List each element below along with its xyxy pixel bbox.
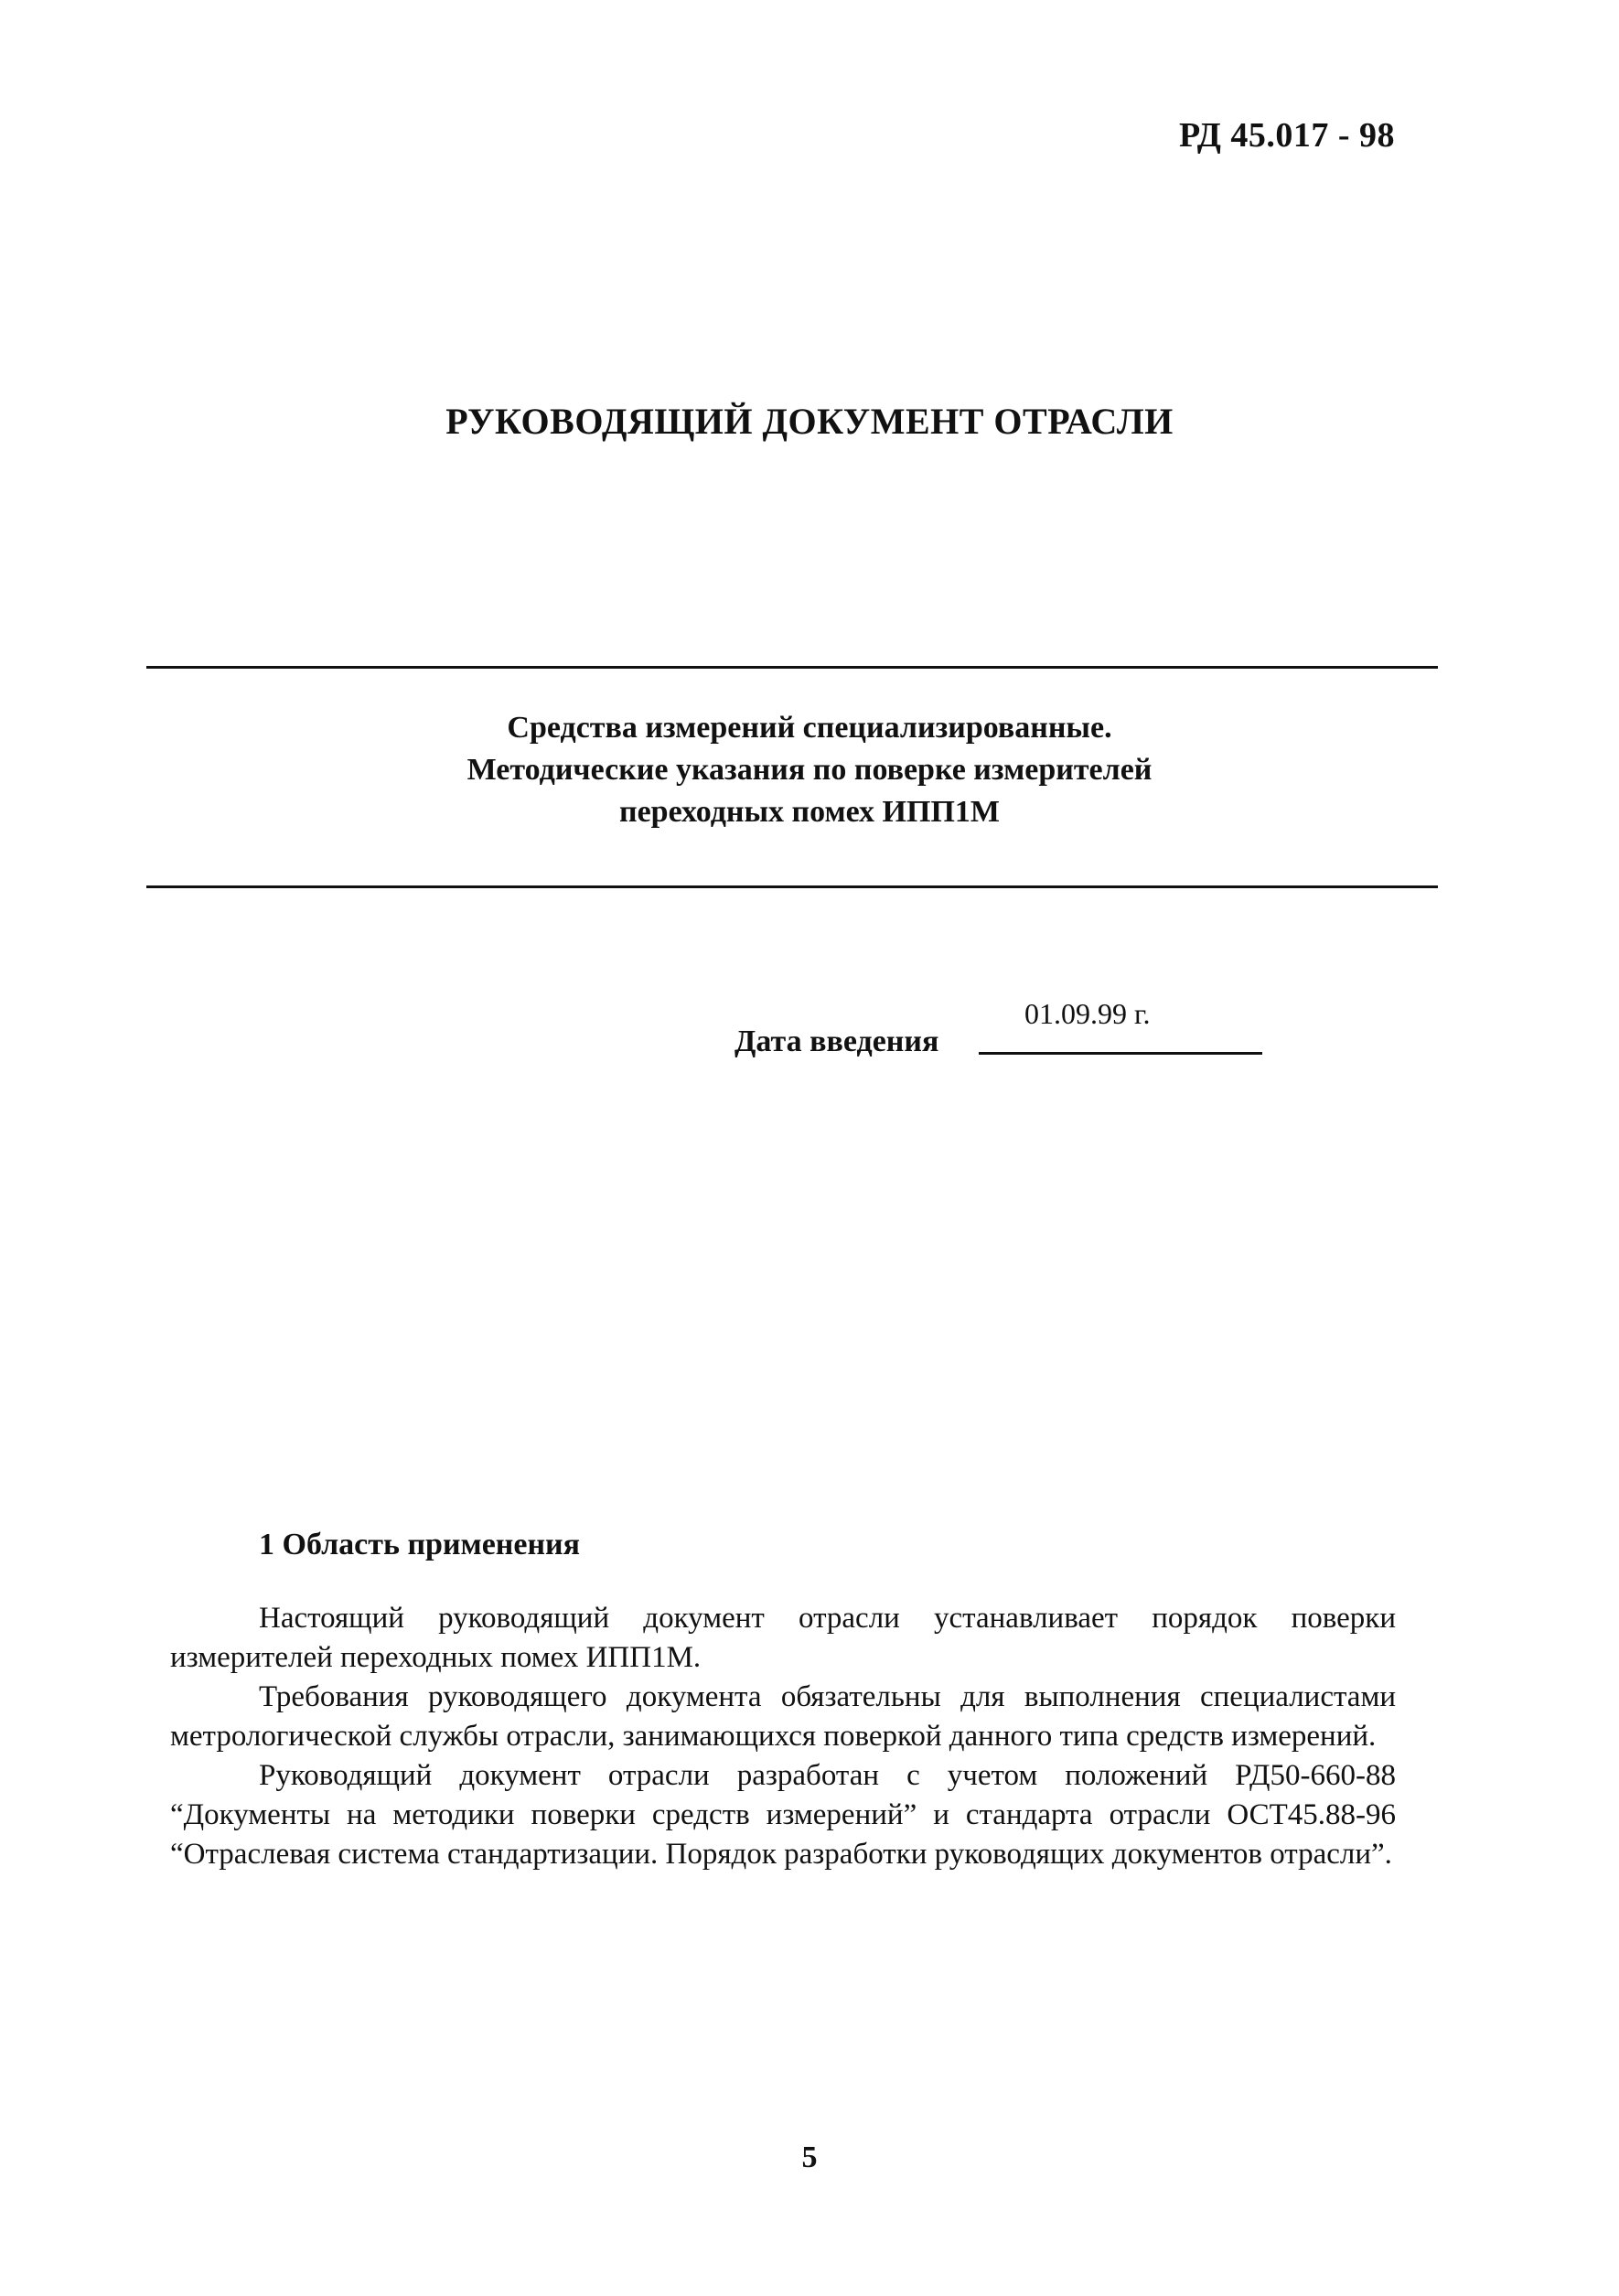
- effective-date-underline: [979, 1052, 1262, 1055]
- document-code: РД 45.017 - 98: [1179, 116, 1395, 155]
- paragraph: Настоящий руководящий документ отрасли устанавливает порядок поверки измерителей переходных помех ИПП1М.: [170, 1602, 1396, 1674]
- effective-date-label: Дата введения: [734, 1025, 939, 1058]
- effective-date-block: [734, 997, 1265, 1070]
- document-type-title: РУКОВОДЯЩИЙ ДОКУМЕНТ ОТРАСЛИ: [445, 401, 1174, 442]
- subject-line-3: переходных помех ИПП1М: [618, 795, 1000, 829]
- paragraph: Требования руководящего документа обязательны для выполнения специалистами метрологической службы отрасли, занимающихся поверкой данного типа средств измерений.: [170, 1680, 1396, 1753]
- page-number: 5: [801, 2140, 818, 2174]
- top-divider: [146, 666, 1438, 669]
- section-body-scope: [170, 1599, 1396, 1874]
- subject-line-1: Средства измерений специализированные.: [507, 711, 1112, 745]
- bottom-divider: [146, 885, 1438, 888]
- section-heading-scope: 1 Область применения: [259, 1528, 581, 1561]
- document-subject: [0, 707, 1619, 833]
- paragraph: Руководящий документ отрасли разработан с учетом положений РД50-660-88 “Документы на методики поверки средств измерений” и стандарта отрасли ОСТ45.88-96 “Отраслевая система стандартизации. Порядок разработки руководящих документов отрасли”.: [170, 1759, 1396, 1871]
- subject-line-2: Методические указания по поверке измерителей: [466, 753, 1153, 787]
- effective-date-value: 01.09.99 г.: [1024, 997, 1151, 1030]
